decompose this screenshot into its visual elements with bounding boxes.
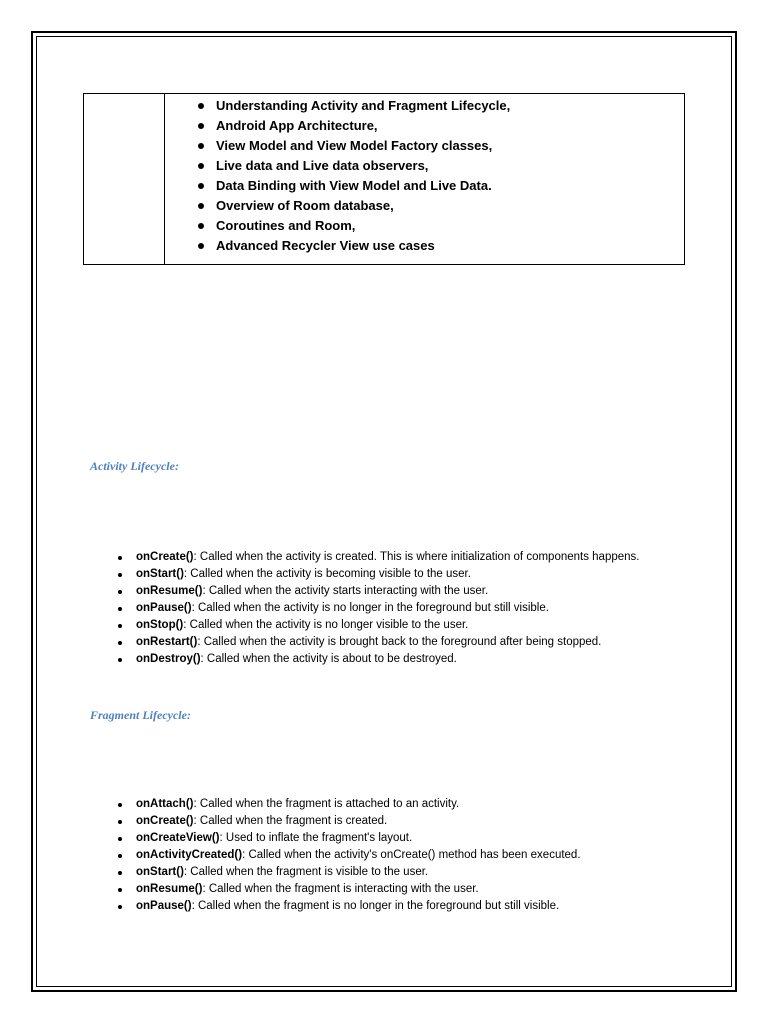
method-description: : Used to inflate the fragment's layout. [219, 832, 413, 844]
method-name: onResume() [136, 883, 203, 895]
topic-item [165, 196, 684, 216]
topic-item-text: View Model and View Model Factory classes, [216, 138, 493, 153]
topics-table-left-cell [84, 94, 165, 264]
list-item [111, 881, 681, 898]
method-description: : Called when the activity's onCreate() method has been executed. [242, 849, 581, 861]
bullet-icon [198, 243, 204, 249]
bullet-icon [118, 888, 122, 892]
method-description: : Called when the fragment is no longer in the foreground but still visible. [191, 900, 560, 912]
method-description: : Called when the activity is no longer visible to the user. [183, 619, 469, 631]
list-item [111, 796, 681, 813]
bullet-icon [118, 905, 122, 909]
method-name: onActivityCreated() [136, 849, 243, 861]
method-description: : Called when the fragment is visible to the user. [183, 866, 429, 878]
topic-item [165, 96, 684, 116]
topic-item-text: Understanding Activity and Fragment Lifecycle, [216, 98, 511, 113]
list-item [111, 566, 681, 583]
bullet-icon [198, 223, 204, 229]
topic-item-text: Live data and Live data observers, [216, 158, 429, 173]
method-name: onStop() [136, 619, 184, 631]
bullet-icon [118, 607, 122, 611]
method-name: onCreate() [136, 551, 194, 563]
method-description: : Called when the activity is created. This is where initialization of components happens. [193, 551, 640, 563]
method-name: onCreateView() [136, 832, 220, 844]
topics-table [83, 93, 685, 265]
topic-item [165, 156, 684, 176]
list-item [111, 583, 681, 600]
list-item [111, 651, 681, 668]
method-name: onAttach() [136, 798, 194, 810]
method-name: onDestroy() [136, 653, 201, 665]
topic-item-text: Data Binding with View Model and Live Data. [216, 178, 492, 193]
method-name: onPause() [136, 900, 192, 912]
topic-item [165, 116, 684, 136]
topics-list [165, 96, 684, 256]
bullet-icon [118, 871, 122, 875]
method-description: : Called when the activity starts interacting with the user. [202, 585, 489, 597]
bullet-icon [118, 854, 122, 858]
list-item [111, 600, 681, 617]
activity-method-list [111, 549, 681, 668]
fragment-method-list [111, 796, 681, 915]
bullet-icon [198, 123, 204, 129]
topic-item-text: Overview of Room database, [216, 198, 394, 213]
topic-item-text: Android App Architecture, [216, 118, 378, 133]
bullet-icon [198, 183, 204, 189]
list-item [111, 634, 681, 651]
method-name: onResume() [136, 585, 203, 597]
topic-item [165, 236, 684, 256]
method-name: onCreate() [136, 815, 194, 827]
method-description: : Called when the fragment is interacting with the user. [202, 883, 479, 895]
method-description: : Called when the fragment is attached to an activity. [193, 798, 460, 810]
method-description: : Called when the activity is about to be destroyed. [200, 653, 457, 665]
topic-item [165, 216, 684, 236]
method-description: : Called when the activity is brought back to the foreground after being stopped. [197, 636, 602, 648]
bullet-icon [118, 590, 122, 594]
bullet-icon [118, 641, 122, 645]
bullet-icon [118, 803, 122, 807]
bullet-icon [118, 624, 122, 628]
bullet-icon [198, 103, 204, 109]
bullet-icon [118, 837, 122, 841]
topics-table-right-cell [165, 94, 684, 264]
list-item [111, 617, 681, 634]
method-name: onStart() [136, 568, 184, 580]
list-item [111, 864, 681, 881]
topic-item [165, 136, 684, 156]
list-item [111, 847, 681, 864]
bullet-icon [118, 820, 122, 824]
method-description: : Called when the fragment is created. [193, 815, 388, 827]
method-name: onPause() [136, 602, 192, 614]
topic-item [165, 176, 684, 196]
list-item [111, 830, 681, 847]
bullet-icon [118, 573, 122, 577]
fragment-lifecycle-heading: Fragment Lifecycle: [90, 708, 191, 722]
bullet-icon [118, 556, 122, 560]
bullet-icon [198, 143, 204, 149]
list-item [111, 549, 681, 566]
method-description: : Called when the activity is no longer in the foreground but still visible. [191, 602, 549, 614]
method-name: onStart() [136, 866, 184, 878]
activity-lifecycle-heading: Activity Lifecycle: [90, 459, 179, 473]
method-name: onRestart() [136, 636, 198, 648]
list-item [111, 813, 681, 830]
list-item [111, 898, 681, 915]
bullet-icon [118, 658, 122, 662]
bullet-icon [198, 163, 204, 169]
topic-item-text: Advanced Recycler View use cases [216, 238, 435, 253]
method-description: : Called when the activity is becoming visible to the user. [183, 568, 471, 580]
topic-item-text: Coroutines and Room, [216, 218, 356, 233]
bullet-icon [198, 203, 204, 209]
